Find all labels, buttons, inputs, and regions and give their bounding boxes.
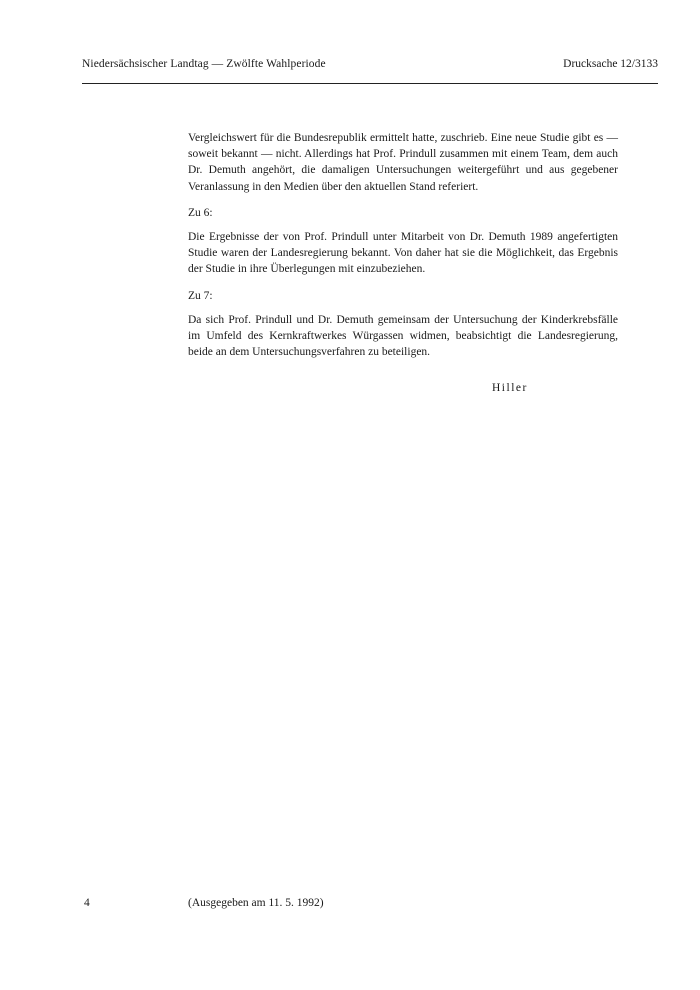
signature: Hiller [492, 382, 528, 394]
main-text [188, 130, 618, 370]
document-number: Drucksache 12/3133 [563, 58, 658, 70]
page-number: 4 [84, 897, 90, 909]
section-heading-7: Zu 7: [188, 289, 213, 302]
header-title: Niedersächsischer Landtag — Zwölfte Wahlperiode [82, 58, 326, 70]
paragraph-answer-7: Da sich Prof. Prindull und Dr. Demuth gemeinsam der Untersuchung der Kinderkrebsfälle im Umfeld des Kernkraftwerkes Würgassen widmen, beabsichtigt die Landesregierung, beide an dem Untersuchungsverfahren zu beteiligen. [188, 313, 618, 359]
issue-date: (Ausgegeben am 11. 5. 1992) [188, 897, 324, 909]
paragraph-continuation: Vergleichswert für die Bundesrepublik ermittelt hatte, zuschrieb. Eine neue Studie gibt es — soweit bekannt — nicht. Allerdings hat Prof. Prindull zusammen mit einem Team, dem auch Dr. Demuth angehört, die damaligen Untersuchungen weitergeführt und aus gegebener Veranlassung in den Medien über den aktuellen Stand referiert. [188, 132, 618, 193]
header-divider [82, 83, 658, 84]
paragraph-answer-6: Die Ergebnisse der von Prof. Prindull unter Mitarbeit von Dr. Demuth 1989 angefertigten Studie waren der Landesregierung bekannt. Von daher hat sie die Möglichkeit, das Ergebnis der Studie in ihre Überlegungen mit einzubeziehen. [188, 231, 618, 276]
section-heading-6: Zu 6: [188, 206, 213, 219]
